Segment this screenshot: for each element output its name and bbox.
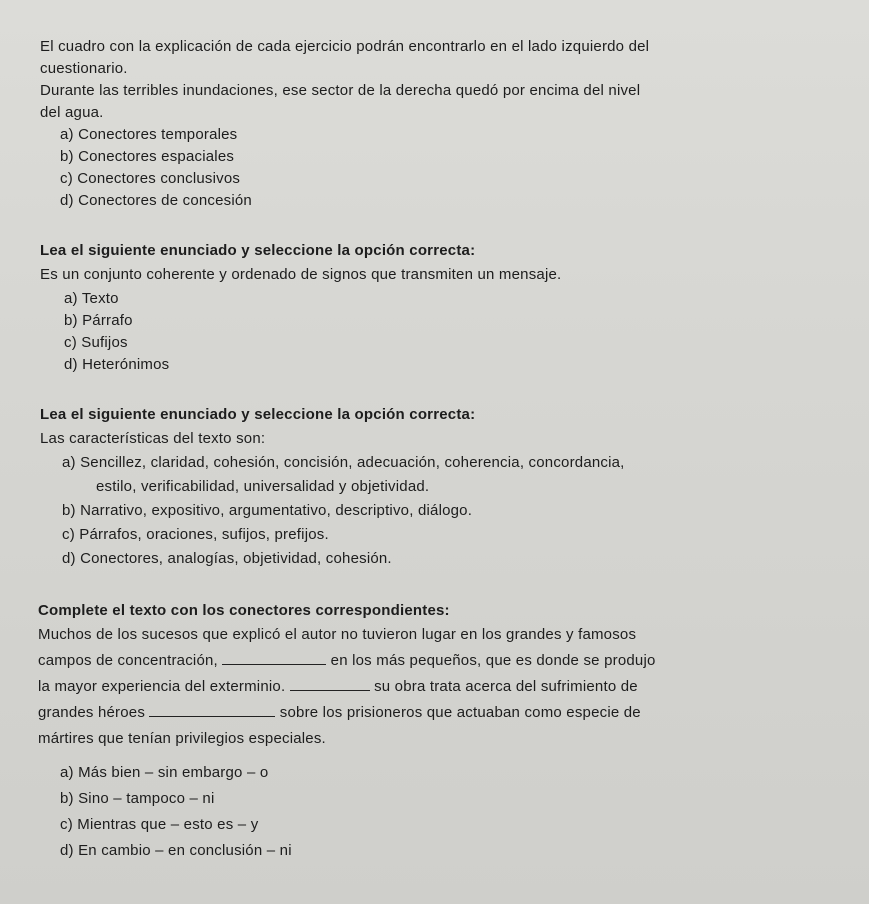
q3-statement: Las características del texto son:: [40, 430, 266, 447]
q2-option-a[interactable]: a) Texto: [64, 290, 119, 307]
q4-text-line-3-start: la mayor experiencia del exterminio.: [38, 678, 286, 695]
q1-option-b[interactable]: b) Conectores espaciales: [60, 148, 235, 165]
q4-text-line-1: Muchos de los sucesos que explicó el autor no tuvieron lugar en los grandes y famosos: [38, 626, 637, 643]
q4-option-a[interactable]: a) Más bien – sin embargo – o: [60, 764, 269, 781]
q2-option-b[interactable]: b) Párrafo: [64, 312, 133, 329]
q4-text-line-2-start: campos de concentración,: [38, 652, 218, 669]
q1-intro-line-2: cuestionario.: [40, 60, 128, 77]
q1-option-d[interactable]: d) Conectores de concesión: [60, 192, 252, 209]
q4-instruction: Complete el texto con los conectores correspondientes:: [38, 602, 450, 619]
q4-text-line-3: [38, 678, 638, 696]
blank-1[interactable]: [222, 652, 326, 665]
q3-option-a-continued: estilo, verificabilidad, universalidad y objetividad.: [96, 478, 430, 495]
q2-statement: Es un conjunto coherente y ordenado de signos que transmiten un mensaje.: [40, 266, 562, 283]
q2-option-c[interactable]: c) Sufijos: [64, 334, 128, 351]
q1-option-c[interactable]: c) Conectores conclusivos: [60, 170, 241, 187]
q4-option-b[interactable]: b) Sino – tampoco – ni: [60, 790, 215, 807]
q3-option-d[interactable]: d) Conectores, analogías, objetividad, cohesión.: [62, 550, 392, 567]
blank-2[interactable]: [290, 678, 370, 691]
q4-text-line-4-end: sobre los prisioneros que actuaban como especie de: [279, 704, 641, 721]
q4-option-c[interactable]: c) Mientras que – esto es – y: [60, 816, 259, 833]
blank-3[interactable]: [149, 704, 275, 717]
q4-text-line-4-start: grandes héroes: [38, 704, 146, 721]
q4-text-line-4: [38, 704, 641, 722]
q4-text-line-2-end: en los más pequeños, que es donde se produjo: [330, 652, 656, 669]
q1-intro-line-1: El cuadro con la explicación de cada ejercicio podrán encontrarlo en el lado izquierdo del: [40, 38, 650, 55]
q4-option-d[interactable]: d) En cambio – en conclusión – ni: [60, 842, 292, 859]
q3-instruction: Lea el siguiente enunciado y seleccione la opción correcta:: [40, 406, 476, 423]
q1-statement-line-2: del agua.: [40, 104, 104, 121]
q2-option-d[interactable]: d) Heterónimos: [64, 356, 170, 373]
q4-text-line-5: mártires que tenían privilegios especiales.: [38, 730, 326, 747]
q1-option-a[interactable]: a) Conectores temporales: [60, 126, 238, 143]
q1-statement-line-1: Durante las terribles inundaciones, ese sector de la derecha quedó por encima del nivel: [40, 82, 641, 99]
q3-option-c[interactable]: c) Párrafos, oraciones, sufijos, prefijos.: [62, 526, 329, 543]
q4-text-line-3-end: su obra trata acerca del sufrimiento de: [374, 678, 638, 695]
q3-option-a[interactable]: a) Sencillez, claridad, cohesión, concisión, adecuación, coherencia, concordancia,: [62, 454, 625, 471]
q3-option-b[interactable]: b) Narrativo, expositivo, argumentativo, descriptivo, diálogo.: [62, 502, 473, 519]
q4-text-line-2: [38, 652, 656, 670]
q2-instruction: Lea el siguiente enunciado y seleccione la opción correcta:: [40, 242, 476, 259]
